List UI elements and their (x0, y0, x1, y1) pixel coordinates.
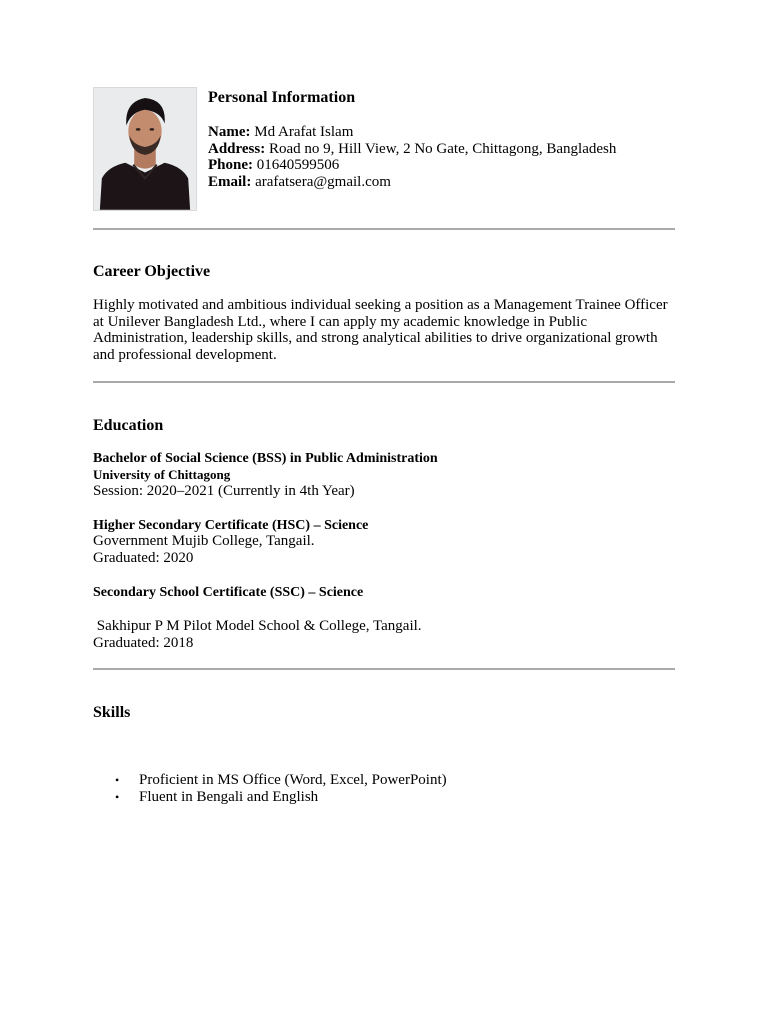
education-degree: Secondary School Certificate (SSC) – Science (93, 585, 364, 600)
education-heading: Education (93, 417, 164, 434)
address-value: Road no 9, Hill View, 2 No Gate, Chittagong, Bangladesh (268, 140, 617, 157)
bullet-icon: • (115, 773, 120, 787)
skill-text: Fluent in Bengali and English (139, 788, 319, 805)
list-item (115, 789, 447, 806)
email-label: Email: (208, 173, 252, 190)
skill-text: Proficient in MS Office (Word, Excel, PowerPoint) (139, 772, 447, 788)
phone-row (208, 157, 616, 174)
email-row (208, 174, 616, 191)
section-divider (93, 668, 675, 670)
skills-heading: Skills (93, 704, 131, 721)
section-divider (93, 381, 675, 383)
education-detail: Session: 2020–2021 (Currently in 4th Year) (93, 483, 355, 499)
address-label: Address: (208, 140, 266, 157)
education-institution: University of Chittagong (93, 467, 231, 482)
education-institution: Sakhipur P M Pilot Model School & College, Tangail. (93, 618, 422, 634)
name-label: Name: (208, 124, 251, 140)
bullet-icon: • (115, 789, 120, 804)
career-objective-heading: Career Objective (93, 263, 211, 280)
name-value: Md Arafat Islam (254, 124, 354, 140)
phone-label: Phone: (208, 157, 253, 173)
education-institution: Government Mujib College, Tangail. (93, 533, 315, 549)
address-row (208, 141, 616, 158)
profile-photo (93, 87, 197, 211)
section-divider (93, 228, 675, 230)
career-objective-text: Highly motivated and ambitious individual seeking a position as a Management Trainee Officer at Unilever Bangladesh Ltd., where I can apply my academic knowledge in Public Administration, leadership skills, and strong analytical abilities to drive organizational growth and professional development. (93, 297, 668, 364)
education-degree: Higher Secondary Certificate (HSC) – Science (93, 518, 369, 533)
list-item (115, 772, 447, 789)
contact-details (208, 124, 616, 190)
name-row (208, 124, 616, 141)
email-value[interactable]: arafatsera@gmail.com (255, 173, 391, 190)
education-detail: Graduated: 2020 (93, 550, 194, 566)
phone-value: 01640599506 (256, 157, 340, 173)
education-detail: Graduated: 2018 (93, 635, 194, 651)
education-degree: Bachelor of Social Science (BSS) in Public Administration (93, 451, 438, 466)
personal-info-heading: Personal Information (208, 89, 356, 106)
skills-list (115, 772, 447, 805)
